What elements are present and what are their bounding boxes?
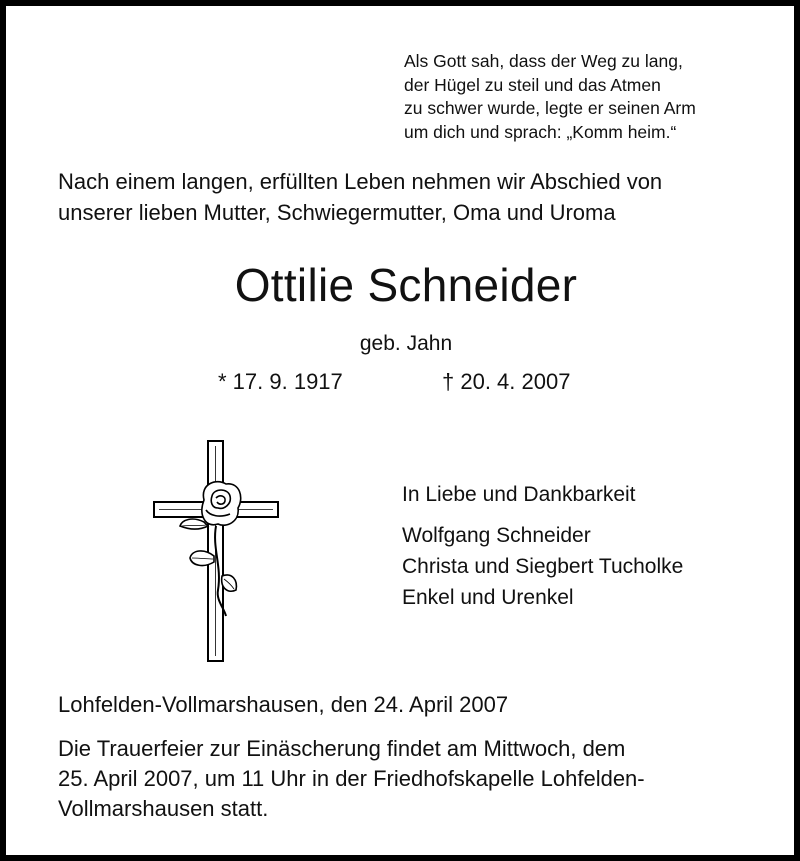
mourner-name: Christa und Siegbert Tucholke <box>402 555 684 578</box>
death-date: † 20. 4. 2007 <box>442 369 571 394</box>
mourner-name: Wolfgang Schneider <box>402 524 591 547</box>
intro-line: Nach einem langen, erfüllten Leben nehmen wir Abschied von <box>58 169 663 194</box>
service-line: Die Trauerfeier zur Einäscherung findet am Mittwoch, dem <box>58 736 626 761</box>
birth-date: * 17. 9. 1917 <box>218 369 343 394</box>
poem-line: um dich und sprach: „Komm heim.“ <box>404 121 677 142</box>
service-line: 25. April 2007, um 11 Uhr in der Friedhofskapelle Lohfelden- <box>58 766 645 791</box>
poem-line: zu schwer wurde, legte er seinen Arm <box>404 98 696 118</box>
service-info <box>58 734 758 824</box>
service-line: Vollmarshausen statt. <box>58 796 269 821</box>
mourners-heading: In Liebe und Dankbarkeit <box>402 483 636 506</box>
place-and-date: Lohfelden-Vollmarshausen, den 24. April 2007 <box>58 692 509 717</box>
birth-name: geb. Jahn <box>359 332 453 355</box>
deceased-name: Ottilie Schneider <box>234 259 578 311</box>
mourner-name: Enkel und Urenkel <box>402 586 574 609</box>
intro-text <box>58 166 662 228</box>
poem-quote <box>404 50 696 144</box>
poem-line: der Hügel zu steil und das Atmen <box>404 74 661 95</box>
poem-line: Als Gott sah, dass der Weg zu lang, <box>404 51 683 71</box>
cross-with-rose-icon <box>146 438 286 666</box>
intro-line: unserer lieben Mutter, Schwiegermutter, Oma und Uroma <box>58 200 616 225</box>
mourners-block <box>402 479 683 613</box>
